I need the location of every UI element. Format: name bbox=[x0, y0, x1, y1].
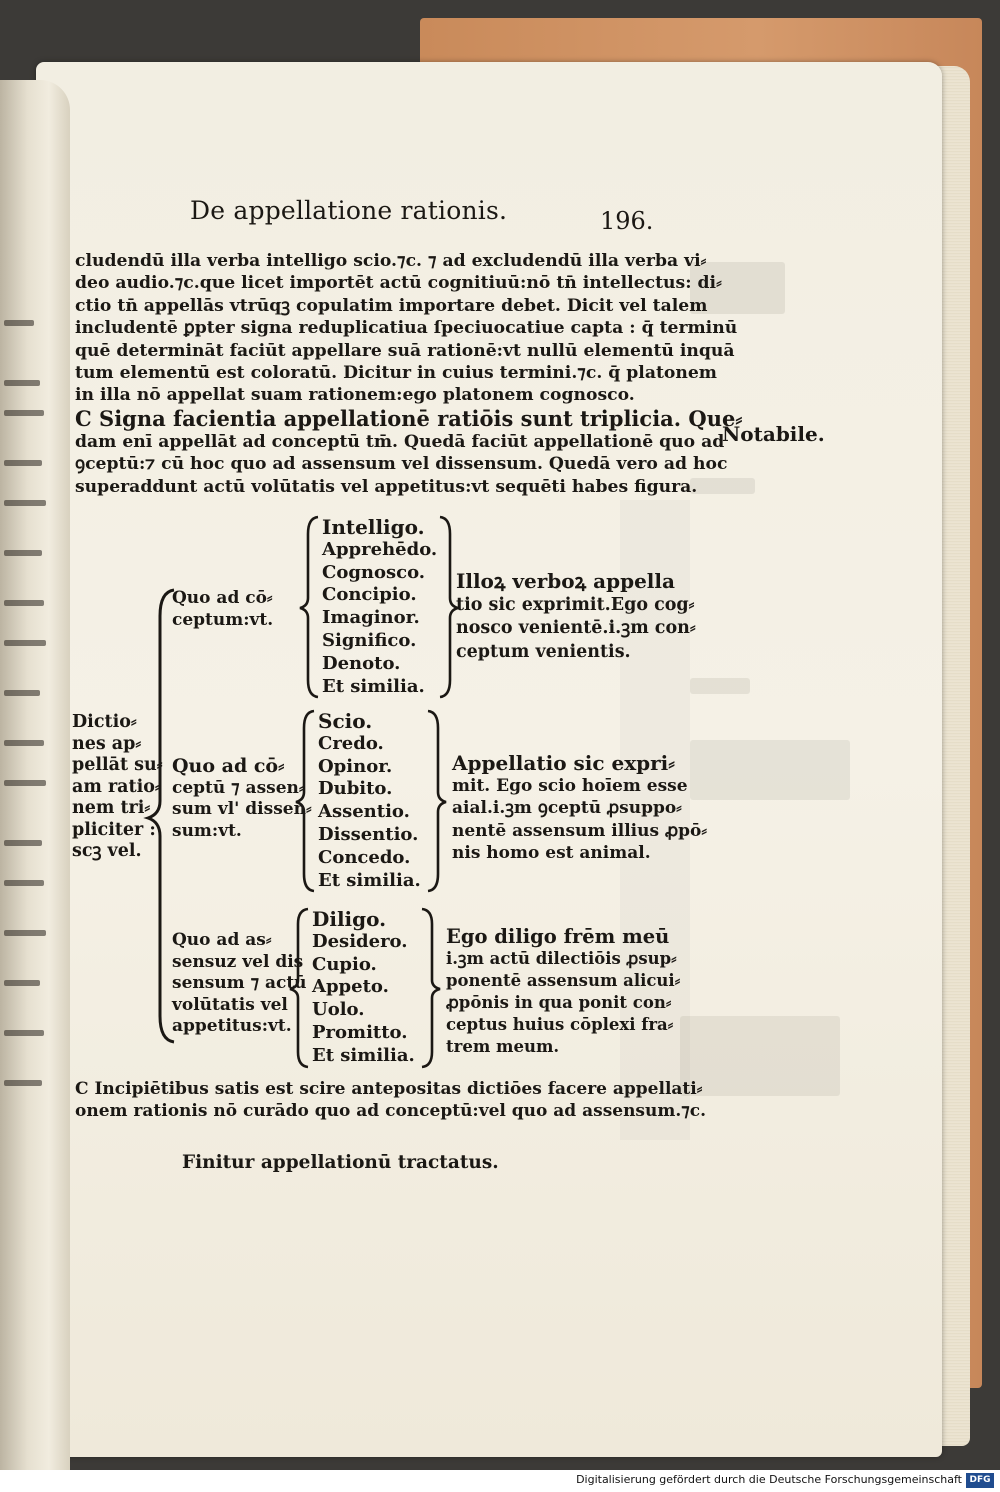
text-line: mit. Ego scio hoīem esse bbox=[452, 775, 688, 796]
facing-page-text bbox=[4, 600, 44, 606]
figure-verb-list bbox=[318, 710, 421, 892]
verb-item: Dubito. bbox=[318, 778, 393, 800]
verb-item: Uolo. bbox=[312, 999, 365, 1021]
show-through-shadow bbox=[690, 478, 755, 494]
facing-page-text bbox=[4, 380, 40, 386]
text-line: Dictio⸗ bbox=[72, 712, 137, 732]
text-line: in illa nō appellat suam rationem:ego platonem cognosco. bbox=[75, 385, 635, 406]
facing-page-text bbox=[4, 1030, 44, 1036]
text-line: ceptus huius cōplexi fra⸗ bbox=[446, 1015, 674, 1034]
text-line: tio sic exprimit.Ego cog⸗ bbox=[456, 594, 695, 615]
verb-item: Scio. bbox=[318, 709, 373, 733]
verb-item: Assentio. bbox=[318, 801, 410, 823]
text-line: ceptum:vt. bbox=[172, 609, 274, 630]
verb-item: Promitto. bbox=[312, 1021, 408, 1043]
text-line: deo audio.⁊c.que licet importēt actū cognitiuū:nō tn̄ intellectus: di⸗ bbox=[75, 273, 722, 294]
footer-bar bbox=[0, 1470, 1000, 1492]
verb-item: Significo. bbox=[322, 629, 417, 651]
facing-page-curl bbox=[0, 80, 70, 1470]
text-line: am ratio⸗ bbox=[72, 776, 161, 797]
body-paragraph bbox=[75, 250, 743, 498]
verb-item: Cognosco. bbox=[322, 561, 426, 583]
text-line: Illoꝝ verboꝝ appella bbox=[456, 569, 675, 593]
facing-page-text bbox=[4, 840, 42, 846]
facing-page-text bbox=[4, 410, 44, 416]
text-line: aial.i.ꝫm ꝯceptū ꝓsuppo⸗ bbox=[452, 798, 682, 818]
verb-item: Apprehēdo. bbox=[322, 538, 438, 560]
verb-item: Diligo. bbox=[312, 907, 387, 931]
text-line: pliciter : bbox=[72, 819, 156, 840]
text-line: ceptū ⁊ assen⸗ bbox=[172, 777, 305, 798]
brace-main bbox=[140, 586, 180, 1046]
text-line: sensuz vel dis bbox=[172, 951, 304, 972]
show-through-shadow bbox=[690, 678, 750, 694]
facing-page-text bbox=[4, 780, 46, 786]
facing-page-text bbox=[4, 500, 46, 506]
text-line: Ego diligo frēm meū bbox=[446, 925, 670, 948]
text-line: C Incipiētibus satis est scire antepositas dictiōes facere appellati⸗ bbox=[75, 1079, 703, 1099]
verb-item: Cupio. bbox=[312, 953, 377, 975]
brace-group-1-left bbox=[296, 514, 322, 700]
text-line: sum vl' dissen⸗ bbox=[172, 799, 312, 819]
margin-note: Notabile. bbox=[722, 422, 825, 446]
text-line: ceptum venientis. bbox=[456, 641, 631, 662]
verb-item: Et similia. bbox=[318, 869, 421, 891]
text-line: ponentē assensum alicui⸗ bbox=[446, 971, 681, 990]
text-line: C Signa facientia appellationē ratiōis sunt triplicia. Que⸗ bbox=[75, 405, 743, 431]
facing-page-text bbox=[4, 930, 46, 936]
text-line: appetitus:vt. bbox=[172, 1016, 292, 1036]
text-line: ꝓpōnis in qua ponit con⸗ bbox=[446, 993, 672, 1012]
figure-example bbox=[446, 926, 680, 1058]
verb-item: Imaginor. bbox=[322, 607, 420, 629]
brace-group-1-right bbox=[436, 514, 462, 700]
facing-page-text bbox=[4, 1080, 42, 1086]
text-line: nem tri⸗ bbox=[72, 798, 151, 818]
text-line: onem rationis nō curādo quo ad conceptū:vel quo ad assensum.⁊c. bbox=[75, 1101, 706, 1121]
text-line: quē determināt faciūt appellare suā rationē:vt nullū elementū inquā bbox=[75, 340, 735, 361]
facing-page-text bbox=[4, 980, 40, 986]
text-line: Quo ad cō⸗ bbox=[172, 588, 273, 608]
verb-item: Concipio. bbox=[322, 584, 417, 606]
facing-page-text bbox=[4, 740, 44, 746]
verb-item: Appeto. bbox=[312, 976, 389, 998]
text-line: sensum ⁊ actū bbox=[172, 973, 307, 993]
verb-item: Et similia. bbox=[312, 1044, 415, 1066]
verb-item: Desidero. bbox=[312, 930, 408, 952]
text-line: nosco venientē.i.ꝫm con⸗ bbox=[456, 618, 696, 638]
facing-page-text bbox=[4, 880, 44, 886]
verb-item: Intelligo. bbox=[322, 515, 425, 539]
text-line: ctio tn̄ appellās vtrūqꝫ copulatim importare debet. Dicit vel talem bbox=[75, 295, 708, 316]
explicit-line: Finitur appellationū tractatus. bbox=[182, 1152, 499, 1173]
text-line: volūtatis vel bbox=[172, 994, 288, 1015]
text-line: i.ꝫm actū dilectiōis ꝓsup⸗ bbox=[446, 949, 677, 968]
figure-group-label bbox=[172, 756, 312, 842]
text-line: ꝯceptū:⁊ cū hoc quo ad assensum vel dissensum. Quedā vero ad hoc bbox=[75, 454, 728, 475]
verb-item: Et similia. bbox=[322, 675, 425, 697]
figure-example bbox=[452, 752, 707, 865]
brace-group-3-left bbox=[286, 906, 312, 1070]
facing-page-text bbox=[4, 320, 34, 326]
facing-page-text bbox=[4, 640, 46, 646]
facing-page-text bbox=[4, 550, 42, 556]
text-line: nentē assensum illius ꝓpō⸗ bbox=[452, 820, 708, 841]
text-line: Quo ad cō⸗ bbox=[172, 755, 285, 777]
figure-verb-list bbox=[312, 908, 415, 1068]
text-line: Quo ad as⸗ bbox=[172, 930, 272, 950]
text-line: nes ap⸗ bbox=[72, 733, 142, 754]
figure-verb-list bbox=[322, 516, 437, 698]
funding-credit: Digitalisierung gefördert durch die Deutsche Forschungsgemeinschaft bbox=[576, 1473, 962, 1486]
facing-page-text bbox=[4, 690, 40, 696]
text-line: trem meum. bbox=[446, 1037, 560, 1056]
text-line: dam enī appellāt ad conceptū tm̄. Quedā faciūt appellationē quo ad bbox=[75, 431, 725, 452]
dfg-logo: DFG bbox=[966, 1473, 994, 1488]
text-line: nis homo est animal. bbox=[452, 843, 651, 863]
closing-paragraph bbox=[75, 1078, 706, 1122]
running-head: De appellatione rationis. bbox=[190, 196, 508, 225]
verb-item: Credo. bbox=[318, 732, 384, 754]
figure-example bbox=[456, 570, 696, 664]
text-line: scꝫ vel. bbox=[72, 841, 142, 861]
verb-item: Concedo. bbox=[318, 846, 411, 868]
verb-item: Denoto. bbox=[322, 652, 401, 674]
text-line: sum:vt. bbox=[172, 820, 242, 841]
text-line: cludendū illa verba intelligo scio.⁊c. ⁊ ad excludendū illa verba vi⸗ bbox=[75, 251, 707, 271]
text-line: tum elementū est coloratū. Dicitur in cuius termini.⁊c. q̄ platonem bbox=[75, 363, 717, 384]
text-line: superaddunt actū volūtatis vel appetitus:vt sequēti habes figura. bbox=[75, 476, 698, 497]
folio-number: 196. bbox=[600, 207, 654, 235]
figure-group-label bbox=[172, 588, 273, 631]
show-through-shadow bbox=[690, 740, 850, 800]
verb-item: Dissentio. bbox=[318, 823, 419, 845]
verb-item: Opinor. bbox=[318, 755, 393, 777]
text-line: Appellatio sic expri⸗ bbox=[452, 751, 675, 775]
brace-group-3-right bbox=[418, 906, 444, 1070]
facing-page-text bbox=[4, 460, 42, 466]
text-line: includentē ꝑpter signa reduplicatiua ſpeciuocatiue capta : q̄ terminū bbox=[75, 318, 738, 339]
brace-group-2-left bbox=[292, 708, 318, 894]
text-line: pellāt su⸗ bbox=[72, 755, 163, 775]
brace-group-2-right bbox=[424, 708, 450, 894]
